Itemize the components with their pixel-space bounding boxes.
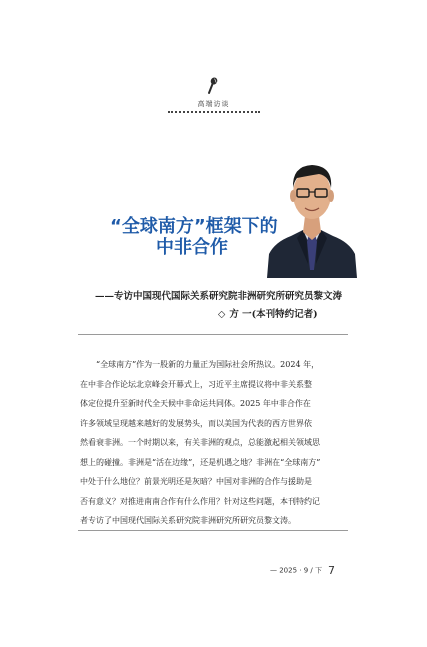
interviewee-portrait bbox=[267, 146, 357, 278]
intro-line: 想上的碰撞。非洲是“活在边缘”，还是机遇之地？非洲在“全球南方” bbox=[80, 457, 321, 467]
article-subtitle: ——专访中国现代国际关系研究院非洲研究所研究员黎文涛 bbox=[95, 291, 343, 302]
intro-line: 体定位提升至新时代全天候中非命运共同体。2025 年中非合作在 bbox=[80, 399, 311, 408]
article-intro bbox=[80, 355, 348, 531]
article-title-line1: “全球南方”框架下的 bbox=[110, 216, 278, 237]
intro-line: 许多领域呈现越来越好的发展势头，而以美国为代表的西方世界依 bbox=[80, 418, 312, 428]
article-title bbox=[110, 216, 280, 258]
intro-line: “全球南方”作为一股新的力量正为国际社会所热议。2024 年， bbox=[96, 360, 320, 369]
section-label: 高端访谈 bbox=[197, 100, 230, 108]
byline-role: (本刊特约记者) bbox=[251, 309, 318, 320]
page-footer bbox=[270, 560, 360, 579]
page-number: 7 bbox=[327, 564, 335, 577]
byline-name: 方 一 bbox=[229, 309, 252, 320]
intro-line: 在中非合作论坛北京峰会开幕式上，习近平主席提议将中非关系整 bbox=[80, 379, 312, 389]
issue-label: — 2025 · 9 / 下 bbox=[270, 566, 322, 575]
article-title-line2: 中非合作 bbox=[156, 237, 228, 258]
microphone-icon bbox=[205, 77, 219, 95]
intro-line: 中处于什么地位？前景光明还是灰暗？中国对非洲的合作与援助是 bbox=[80, 477, 312, 486]
body-bottom-rule bbox=[78, 530, 348, 531]
body-top-rule bbox=[78, 334, 348, 335]
byline-marker: ◇ bbox=[218, 309, 226, 320]
byline bbox=[218, 306, 318, 320]
intro-line: 者专访了中国现代国际关系研究院非洲研究所研究员黎文涛。 bbox=[80, 516, 296, 525]
intro-line: 然看衰非洲。一个时期以来，有关非洲的观点，总能激起相关领域思 bbox=[80, 438, 320, 447]
section-divider bbox=[168, 111, 260, 113]
intro-line: 否有意义？对推进南南合作有什么作用？针对这些问题，本刊特约记 bbox=[80, 496, 320, 506]
